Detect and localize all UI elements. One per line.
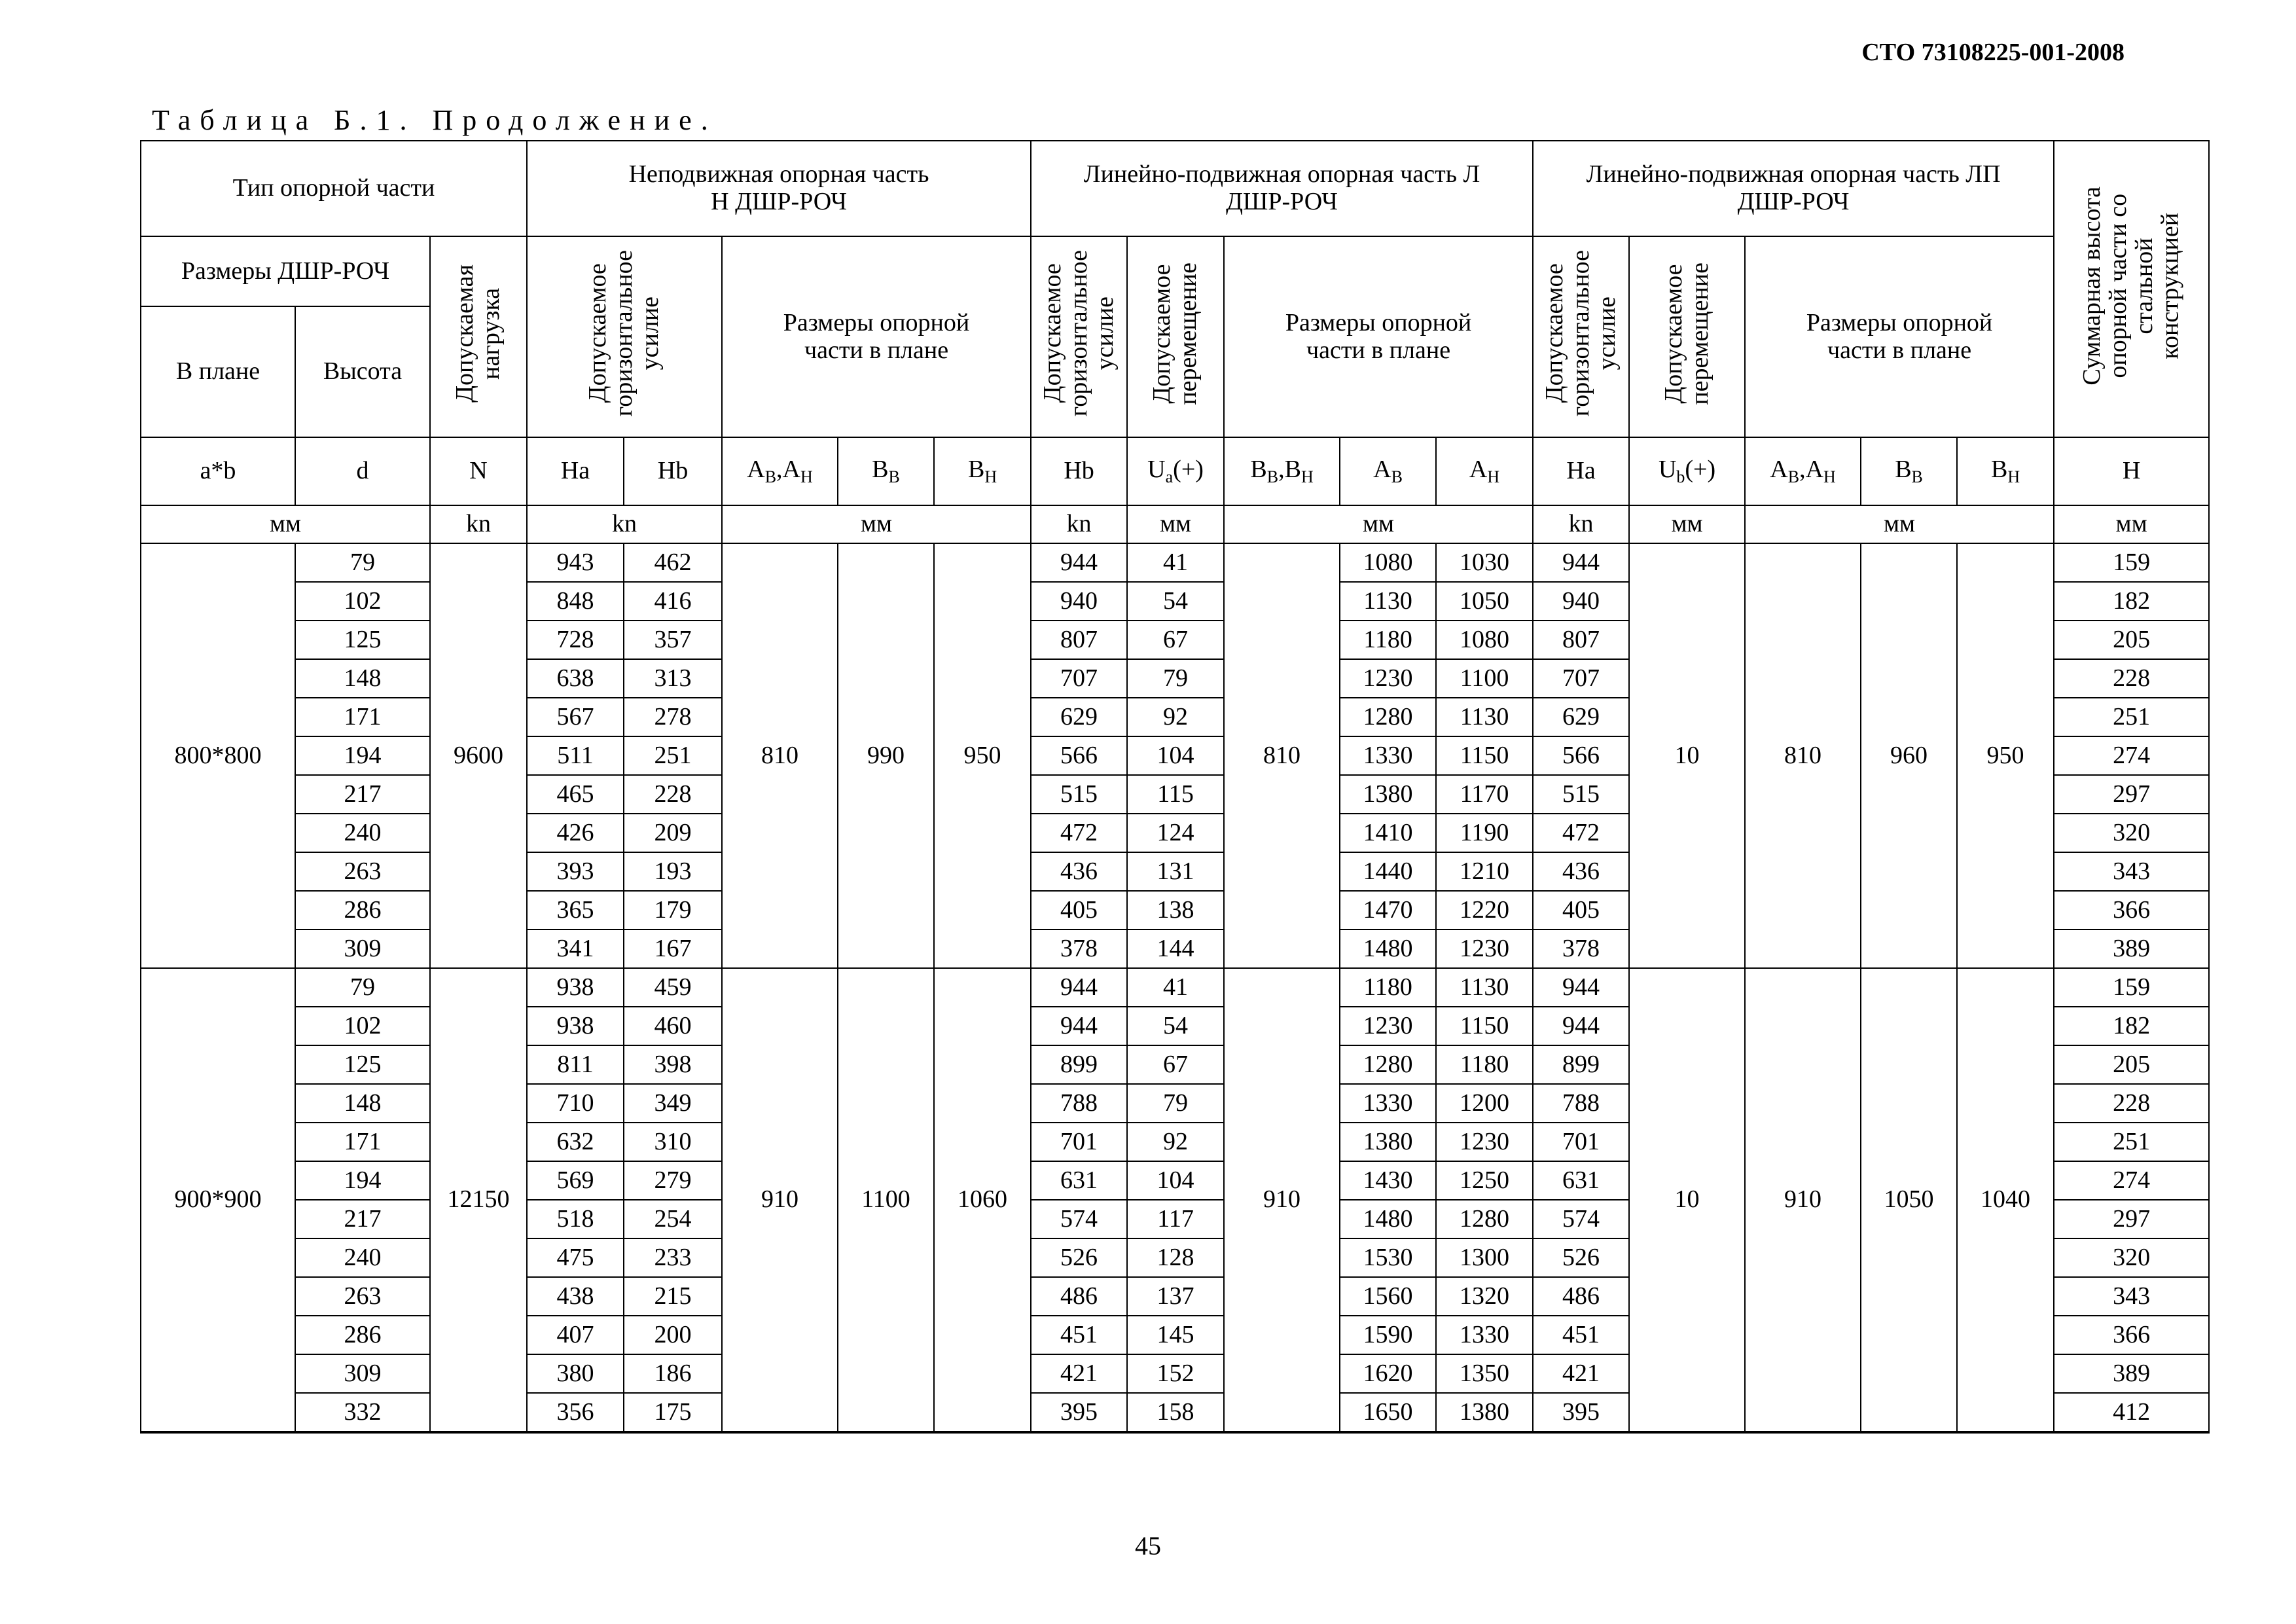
l-ab-cell: 1330 [1340,1084,1436,1123]
l-ah-cell: 1080 [1436,621,1533,659]
l-ah-cell: 1030 [1436,543,1533,582]
fixed-hb-cell: 460 [624,1007,722,1045]
fixed-ha-cell: 943 [527,543,624,582]
fixed-ha-cell: 811 [527,1045,624,1084]
l-hb-cell: 486 [1031,1277,1127,1316]
linear-l-header: Линейно-подвижная опорная часть Л ДШР-РОЧ [1031,141,1533,236]
lp-ha-cell: 566 [1533,736,1629,775]
fixed-ha-cell: 567 [527,698,624,736]
l-ua-cell: 41 [1127,968,1224,1007]
load-cell: 12150 [430,968,527,1432]
height-cell: 148 [295,1084,430,1123]
header-row-2 [141,236,2209,306]
fixed-hb-cell: 228 [624,775,722,814]
symbol-h: H [2054,437,2209,505]
l-displacement-header: Допускаемое перемещение [1127,236,1224,437]
total-height-cell: 389 [2054,929,2209,968]
l-ah-cell: 1190 [1436,814,1533,852]
l-ua-cell: 54 [1127,1007,1224,1045]
lp-ha-cell: 574 [1533,1200,1629,1238]
lp-ha-cell: 899 [1533,1045,1629,1084]
symbol-l-bb-bh: $B_В,B_Н$ [1224,437,1340,505]
fixed-ha-cell: 393 [527,852,624,891]
symbol-lp-ab-ah: $A_В,A_Н$ [1745,437,1861,505]
fixed-hb-cell: 193 [624,852,722,891]
total-height-cell: 228 [2054,1084,2209,1123]
lp-ha-cell: 451 [1533,1316,1629,1354]
fixed-ha-cell: 365 [527,891,624,929]
fixed-bb-cell: 990 [838,543,934,968]
total-height-cell: 297 [2054,1200,2209,1238]
l-ab-cell: 1590 [1340,1316,1436,1354]
fixed-ha-cell: 407 [527,1316,624,1354]
l-hb-cell: 701 [1031,1123,1127,1161]
lp-ha-cell: 405 [1533,891,1629,929]
l-ua-cell: 117 [1127,1200,1224,1238]
unit-mm: мм [1224,505,1533,543]
fixed-horizontal-force-header: Допускаемое горизонтальное усилие [527,236,722,437]
l-plan-dims-header: Размеры опорной части в плане [1224,236,1533,437]
fixed-ha-cell: 638 [527,659,624,698]
fixed-hb-cell: 200 [624,1316,722,1354]
fixed-hb-cell: 462 [624,543,722,582]
l-ua-cell: 41 [1127,543,1224,582]
linear-lp-header: Линейно-подвижная опорная часть ЛП ДШР-РОЧ [1533,141,2054,236]
lp-ha-cell: 526 [1533,1238,1629,1277]
fixed-ha-cell: 438 [527,1277,624,1316]
l-ab-cell: 1620 [1340,1354,1436,1393]
bearing-table [140,140,2210,1434]
fixed-ha-cell: 938 [527,968,624,1007]
lp-ub-cell: 10 [1629,543,1745,968]
l-ah-cell: 1050 [1436,582,1533,621]
l-ab-cell: 1650 [1340,1393,1436,1432]
lp-plan-dims-header: Размеры опорной части в плане [1745,236,2054,437]
l-ua-cell: 79 [1127,659,1224,698]
total-height-cell: 366 [2054,1316,2209,1354]
l-ua-cell: 104 [1127,736,1224,775]
lp-ha-cell: 807 [1533,621,1629,659]
l-hb-cell: 436 [1031,852,1127,891]
allowed-load-header: Допускаемая нагрузка [430,236,527,437]
total-height-cell: 182 [2054,582,2209,621]
height-cell: 263 [295,1277,430,1316]
total-height-cell: 320 [2054,1238,2209,1277]
l-ua-cell: 152 [1127,1354,1224,1393]
height-cell: 217 [295,775,430,814]
symbol-fixed-bh: $B_Н$ [934,437,1031,505]
fixed-ha-cell: 465 [527,775,624,814]
lp-ha-cell: 788 [1533,1084,1629,1123]
l-ah-cell: 1150 [1436,1007,1533,1045]
height-cell: 79 [295,968,430,1007]
l-ab-cell: 1230 [1340,1007,1436,1045]
fixed-ha-cell: 475 [527,1238,624,1277]
height-cell: 286 [295,891,430,929]
unit-mm: мм [1629,505,1745,543]
l-ah-cell: 1170 [1436,775,1533,814]
l-ua-cell: 92 [1127,1123,1224,1161]
height-cell: 309 [295,1354,430,1393]
unit-mm: мм [2054,505,2209,543]
unit-kn: kn [430,505,527,543]
l-ua-cell: 79 [1127,1084,1224,1123]
height-header: Высота [295,306,430,437]
type-header: Тип опорной части [141,141,527,236]
l-ab-cell: 1180 [1340,621,1436,659]
height-cell: 148 [295,659,430,698]
total-height-header: Суммарная высота опорной части со стальной конструкцией [2054,141,2209,437]
symbol-l-ah: $A_Н$ [1436,437,1533,505]
l-ua-cell: 115 [1127,775,1224,814]
fixed-ab-ah-cell: 910 [722,968,838,1432]
height-cell: 286 [295,1316,430,1354]
fixed-bh-cell: 1060 [934,968,1031,1432]
l-ah-cell: 1210 [1436,852,1533,891]
height-cell: 125 [295,1045,430,1084]
l-hb-cell: 395 [1031,1393,1127,1432]
l-ua-cell: 144 [1127,929,1224,968]
l-ua-cell: 54 [1127,582,1224,621]
height-cell: 171 [295,1123,430,1161]
height-cell: 263 [295,852,430,891]
fixed-hb-cell: 349 [624,1084,722,1123]
l-hb-cell: 707 [1031,659,1127,698]
height-cell: 309 [295,929,430,968]
l-ab-cell: 1480 [1340,1200,1436,1238]
fixed-hb-cell: 215 [624,1277,722,1316]
symbol-ha: Ha [527,437,624,505]
lp-horizontal-force-header: Допускаемое горизонтальное усилие [1533,236,1629,437]
unit-mm: мм [722,505,1031,543]
total-height-cell: 343 [2054,852,2209,891]
fixed-hb-cell: 278 [624,698,722,736]
lp-ha-cell: 472 [1533,814,1629,852]
l-ab-cell: 1280 [1340,698,1436,736]
l-hb-cell: 899 [1031,1045,1127,1084]
fixed-ha-cell: 632 [527,1123,624,1161]
l-ah-cell: 1250 [1436,1161,1533,1200]
table-row [141,543,2209,582]
fixed-hb-cell: 179 [624,891,722,929]
l-bb-bh-cell: 910 [1224,968,1340,1432]
l-hb-cell: 944 [1031,968,1127,1007]
l-ua-cell: 92 [1127,698,1224,736]
symbol-lp-bh: $B_Н$ [1957,437,2054,505]
l-hb-cell: 515 [1031,775,1127,814]
l-ua-cell: 131 [1127,852,1224,891]
fixed-bb-cell: 1100 [838,968,934,1432]
lp-ha-cell: 629 [1533,698,1629,736]
l-ua-cell: 128 [1127,1238,1224,1277]
fixed-ha-cell: 710 [527,1084,624,1123]
lp-ha-cell: 940 [1533,582,1629,621]
total-height-cell: 366 [2054,891,2209,929]
l-ab-cell: 1330 [1340,736,1436,775]
lp-bh-cell: 950 [1957,543,2054,968]
plan-size-cell: 800*800 [141,543,295,968]
lp-ha-cell: 378 [1533,929,1629,968]
unit-kn: kn [1031,505,1127,543]
height-cell: 240 [295,1238,430,1277]
height-cell: 125 [295,621,430,659]
l-ah-cell: 1180 [1436,1045,1533,1084]
l-ah-cell: 1230 [1436,929,1533,968]
fixed-ha-cell: 356 [527,1393,624,1432]
lp-ab-ah-cell: 810 [1745,543,1861,968]
total-height-cell: 159 [2054,543,2209,582]
l-ah-cell: 1130 [1436,968,1533,1007]
l-ua-cell: 137 [1127,1277,1224,1316]
lp-ha-cell: 944 [1533,543,1629,582]
fixed-hb-cell: 209 [624,814,722,852]
symbol-fixed-bb: $B_В$ [838,437,934,505]
height-cell: 102 [295,582,430,621]
l-hb-cell: 940 [1031,582,1127,621]
l-ah-cell: 1380 [1436,1393,1533,1432]
lp-bh-cell: 1040 [1957,968,2054,1432]
fixed-ha-cell: 728 [527,621,624,659]
unit-kn: kn [527,505,722,543]
height-cell: 194 [295,1161,430,1200]
l-hb-cell: 629 [1031,698,1127,736]
lp-ab-ah-cell: 910 [1745,968,1861,1432]
l-hb-cell: 944 [1031,1007,1127,1045]
l-ua-cell: 145 [1127,1316,1224,1354]
l-ah-cell: 1320 [1436,1277,1533,1316]
total-height-cell: 320 [2054,814,2209,852]
lp-bb-cell: 960 [1861,543,1957,968]
lp-ub-cell: 10 [1629,968,1745,1432]
symbol-ua: $U_a(+)$ [1127,437,1224,505]
l-hb-cell: 631 [1031,1161,1127,1200]
l-hb-cell: 472 [1031,814,1127,852]
symbol-hb: Hb [624,437,722,505]
load-cell: 9600 [430,543,527,968]
lp-ha-cell: 701 [1533,1123,1629,1161]
l-ua-cell: 67 [1127,1045,1224,1084]
l-ua-cell: 104 [1127,1161,1224,1200]
fixed-hb-cell: 313 [624,659,722,698]
l-hb-cell: 421 [1031,1354,1127,1393]
l-ah-cell: 1150 [1436,736,1533,775]
lp-ha-cell: 631 [1533,1161,1629,1200]
fixed-ha-cell: 569 [527,1161,624,1200]
l-hb-cell: 944 [1031,543,1127,582]
fixed-hb-cell: 254 [624,1200,722,1238]
table-row [141,968,2209,1007]
fixed-hb-cell: 186 [624,1354,722,1393]
unit-mm: мм [1745,505,2054,543]
l-hb-cell: 451 [1031,1316,1127,1354]
l-ua-cell: 158 [1127,1393,1224,1432]
lp-bb-cell: 1050 [1861,968,1957,1432]
height-cell: 332 [295,1393,430,1432]
header-row-1 [141,141,2209,236]
fixed-hb-cell: 459 [624,968,722,1007]
fixed-hb-cell: 233 [624,1238,722,1277]
l-hb-cell: 405 [1031,891,1127,929]
l-horizontal-force-header: Допускаемое горизонтальное усилие [1031,236,1127,437]
height-cell: 240 [295,814,430,852]
l-ah-cell: 1280 [1436,1200,1533,1238]
symbol-ab: a*b [141,437,295,505]
symbol-lp-bb: $B_В$ [1861,437,1957,505]
fixed-hb-cell: 357 [624,621,722,659]
l-ab-cell: 1380 [1340,775,1436,814]
fixed-hb-cell: 279 [624,1161,722,1200]
height-cell: 102 [295,1007,430,1045]
fixed-hb-cell: 167 [624,929,722,968]
l-ua-cell: 124 [1127,814,1224,852]
symbol-ub: $U_b(+)$ [1629,437,1745,505]
l-ab-cell: 1130 [1340,582,1436,621]
lp-ha-cell: 944 [1533,968,1629,1007]
l-ab-cell: 1560 [1340,1277,1436,1316]
fixed-ha-cell: 518 [527,1200,624,1238]
fixed-hb-cell: 175 [624,1393,722,1432]
l-ah-cell: 1230 [1436,1123,1533,1161]
total-height-cell: 205 [2054,1045,2209,1084]
l-ab-cell: 1180 [1340,968,1436,1007]
dshr-sizes-header: Размеры ДШР-РОЧ [141,236,430,306]
unit-kn: kn [1533,505,1629,543]
height-cell: 194 [295,736,430,775]
fixed-ha-cell: 848 [527,582,624,621]
fixed-ab-ah-cell: 810 [722,543,838,968]
table-caption: Таблица Б.1. Продолжение. [152,104,717,136]
height-cell: 217 [295,1200,430,1238]
l-ab-cell: 1430 [1340,1161,1436,1200]
l-ab-cell: 1230 [1340,659,1436,698]
unit-mm: мм [1127,505,1224,543]
l-ua-cell: 67 [1127,621,1224,659]
unit-mm: мм [141,505,430,543]
fixed-plan-dims-header: Размеры опорной части в плане [722,236,1031,437]
total-height-cell: 389 [2054,1354,2209,1393]
total-height-cell: 297 [2054,775,2209,814]
symbol-fixed-ab-ah: $A_В,A_Н$ [722,437,838,505]
l-ah-cell: 1100 [1436,659,1533,698]
total-height-cell: 251 [2054,1123,2209,1161]
total-height-cell: 205 [2054,621,2209,659]
l-hb-cell: 788 [1031,1084,1127,1123]
fixed-hb-cell: 416 [624,582,722,621]
l-bb-bh-cell: 810 [1224,543,1340,968]
lp-displacement-header: Допускаемое перемещение [1629,236,1745,437]
l-hb-cell: 807 [1031,621,1127,659]
l-hb-cell: 566 [1031,736,1127,775]
l-ah-cell: 1300 [1436,1238,1533,1277]
l-ua-cell: 138 [1127,891,1224,929]
in-plan-header: В плане [141,306,295,437]
fixed-ha-cell: 511 [527,736,624,775]
l-ah-cell: 1350 [1436,1354,1533,1393]
fixed-hb-cell: 398 [624,1045,722,1084]
plan-size-cell: 900*900 [141,968,295,1432]
l-hb-cell: 574 [1031,1200,1127,1238]
l-ab-cell: 1410 [1340,814,1436,852]
l-ah-cell: 1200 [1436,1084,1533,1123]
fixed-ha-cell: 426 [527,814,624,852]
symbols-row [141,437,2209,505]
l-ab-cell: 1380 [1340,1123,1436,1161]
l-hb-cell: 526 [1031,1238,1127,1277]
fixed-ha-cell: 341 [527,929,624,968]
symbol-d: d [295,437,430,505]
total-height-cell: 412 [2054,1393,2209,1432]
symbol-l-ab: $A_В$ [1340,437,1436,505]
fixed-hb-cell: 310 [624,1123,722,1161]
total-height-cell: 159 [2054,968,2209,1007]
lp-ha-cell: 436 [1533,852,1629,891]
l-ah-cell: 1330 [1436,1316,1533,1354]
total-height-cell: 343 [2054,1277,2209,1316]
fixed-ha-cell: 938 [527,1007,624,1045]
height-cell: 171 [295,698,430,736]
fixed-bearing-header: Неподвижная опорная часть Н ДШР-РОЧ [527,141,1031,236]
symbol-lp-ha: Ha [1533,437,1629,505]
document-code: СТО 73108225-001-2008 [1861,39,2125,66]
lp-ha-cell: 395 [1533,1393,1629,1432]
total-height-cell: 228 [2054,659,2209,698]
lp-ha-cell: 944 [1533,1007,1629,1045]
symbol-l-hb: Hb [1031,437,1127,505]
height-cell: 79 [295,543,430,582]
total-height-cell: 182 [2054,1007,2209,1045]
lp-ha-cell: 486 [1533,1277,1629,1316]
l-ab-cell: 1440 [1340,852,1436,891]
l-ab-cell: 1470 [1340,891,1436,929]
lp-ha-cell: 515 [1533,775,1629,814]
lp-ha-cell: 707 [1533,659,1629,698]
symbol-n: N [430,437,527,505]
total-height-cell: 274 [2054,1161,2209,1200]
l-ah-cell: 1220 [1436,891,1533,929]
l-hb-cell: 378 [1031,929,1127,968]
units-row [141,505,2209,543]
l-ab-cell: 1280 [1340,1045,1436,1084]
total-height-cell: 251 [2054,698,2209,736]
fixed-ha-cell: 380 [527,1354,624,1393]
fixed-bh-cell: 950 [934,543,1031,968]
lp-ha-cell: 421 [1533,1354,1629,1393]
l-ah-cell: 1130 [1436,698,1533,736]
l-ab-cell: 1080 [1340,543,1436,582]
l-ab-cell: 1480 [1340,929,1436,968]
l-ab-cell: 1530 [1340,1238,1436,1277]
fixed-hb-cell: 251 [624,736,722,775]
page-number: 45 [1135,1531,1161,1561]
total-height-cell: 274 [2054,736,2209,775]
